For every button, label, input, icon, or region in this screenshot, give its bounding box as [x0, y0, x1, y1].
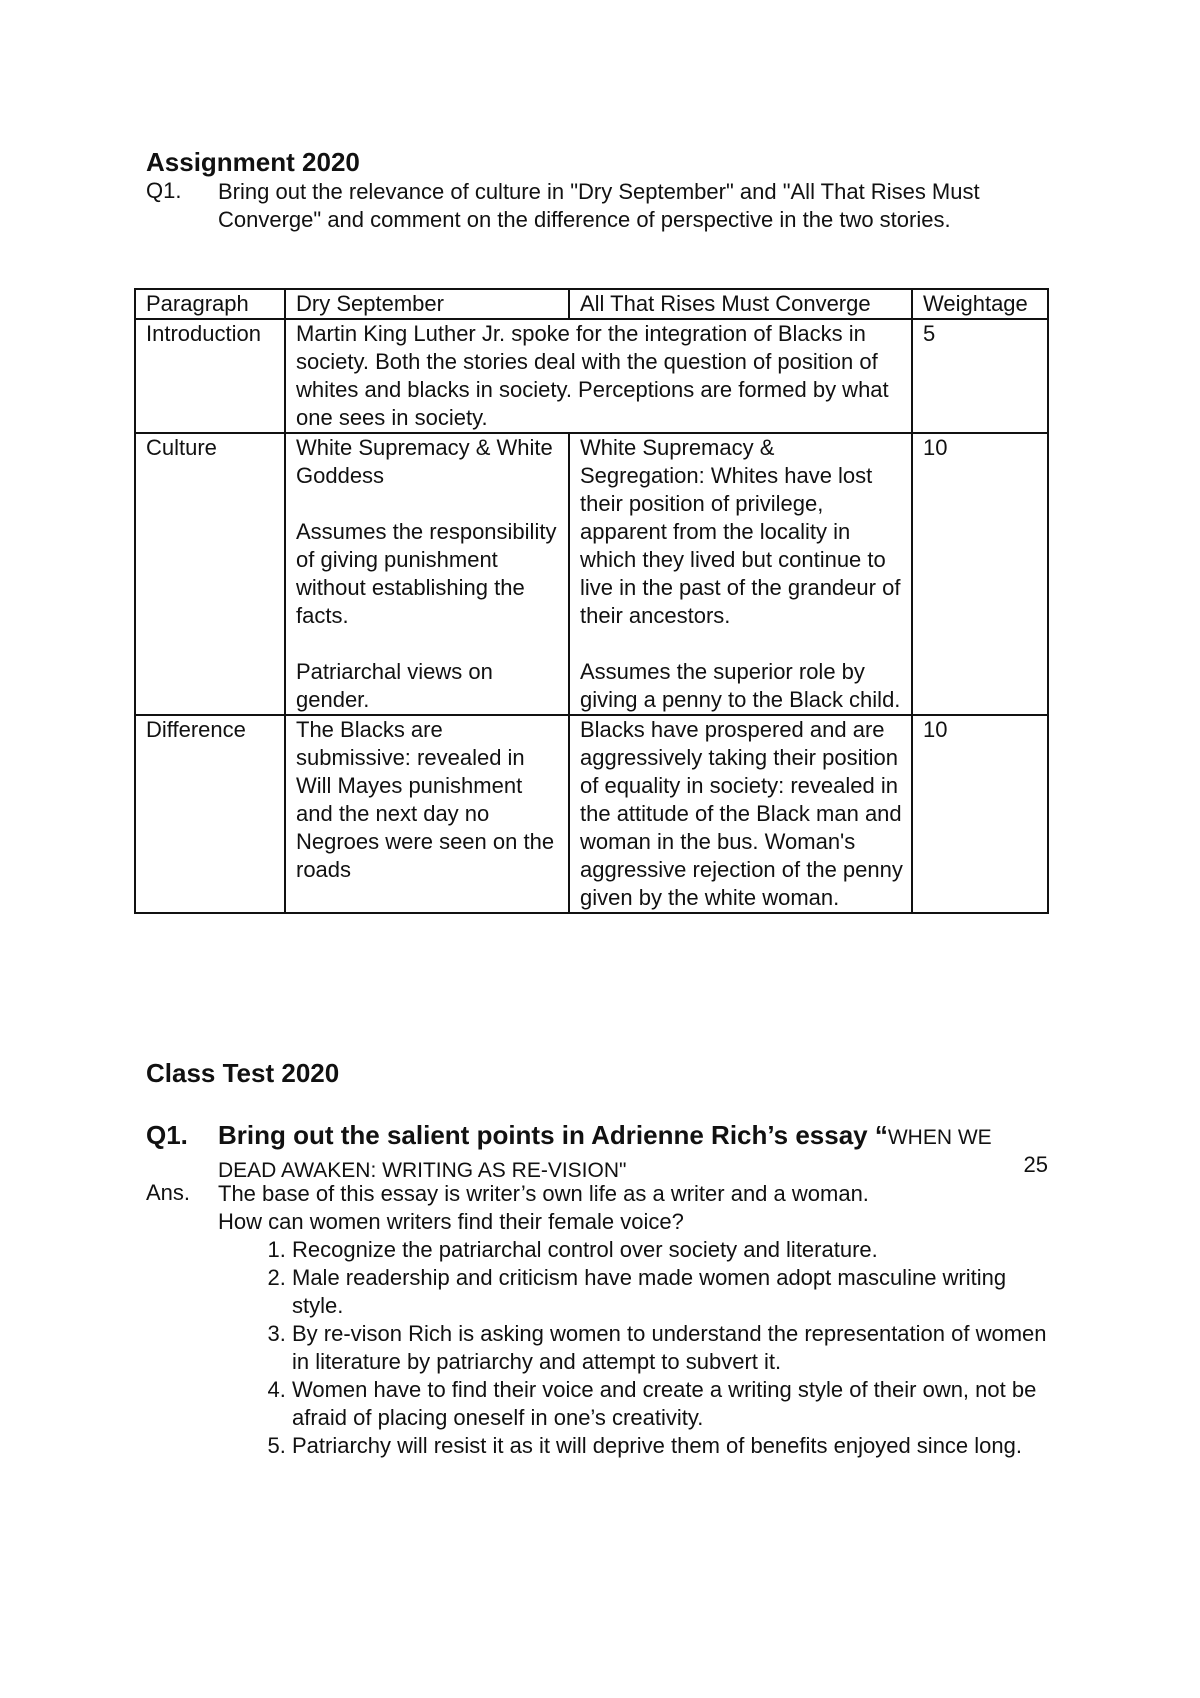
header-all-that-rises: All That Rises Must Converge: [569, 289, 912, 319]
answer-label: Ans.: [146, 1180, 191, 1205]
header-weightage: Weightage: [912, 289, 1048, 319]
assignment-table: [134, 288, 1049, 914]
culture-dry-september-cell: [285, 433, 569, 715]
header-dry-september: Dry September: [285, 289, 569, 319]
difference-weightage: 10: [912, 715, 1048, 913]
class-test-question-title: WHEN WE DEAD AWAKEN: WRITING AS RE-VISION": [218, 1126, 992, 1182]
row-label-difference: Difference: [135, 715, 285, 913]
difference-dry-september: The Blacks are submissive: revealed in Will Mayes punishment and the next day no Negroes were seen on the roads: [285, 715, 569, 913]
header-paragraph: Paragraph: [135, 289, 285, 319]
answer-line: The base of this essay is writer’s own life as a writer and a woman.: [218, 1181, 869, 1206]
list-item: 3. By re-vison Rich is asking women to understand the representation of women in literature by patriarchy and attempt to subvert it.: [292, 1320, 1048, 1376]
assignment-question-text: Bring out the relevance of culture in "Dry September" and "All That Rises Must Converge" and comment on the difference of perspective in the two stories.: [218, 179, 980, 232]
class-test-marks: 25: [1023, 1152, 1048, 1177]
answer-body: [218, 1180, 1048, 1460]
culture-weightage: 10: [912, 433, 1048, 715]
row-label-introduction: Introduction: [135, 319, 285, 433]
class-test-question-bold: Bring out the salient points in Adrienne Rich’s essay “: [218, 1120, 888, 1150]
introduction-text: Martin King Luther Jr. spoke for the integration of Blacks in society. Both the stories deal with the question of position of whites and blacks in society. Perceptions are formed by what one sees in society.: [285, 319, 912, 433]
culture-all-that-rises-cell: [569, 433, 912, 715]
culture-rises-point: White Supremacy & Segregation: Whites have lost their position of privilege, apparent from the locality in which they lived but continue to live in the past of the grandeur of their ancestors.: [580, 435, 901, 628]
list-item: 4. Women have to find their voice and create a writing style of their own, not be afraid of placing oneself in one’s creativity.: [292, 1376, 1048, 1432]
table-row: [135, 319, 1048, 433]
culture-dry-point: Assumes the responsibility of giving punishment without establishing the facts.: [296, 519, 557, 628]
culture-rises-point: Assumes the superior role by giving a penny to the Black child.: [580, 659, 901, 712]
table-row: [135, 433, 1048, 715]
class-test-question-label: Q1.: [146, 1120, 188, 1150]
culture-dry-point: Patriarchal views on gender.: [296, 659, 493, 712]
culture-dry-point: White Supremacy & White Goddess: [296, 435, 553, 488]
list-item: 1. Recognize the patriarchal control over society and literature.: [292, 1236, 1048, 1264]
class-test-title: Class Test 2020: [146, 1058, 340, 1088]
answer-points-list: [218, 1236, 1048, 1460]
class-test-question-text: [218, 1120, 1048, 1186]
answer-line: How can women writers find their female voice?: [218, 1209, 684, 1234]
list-item: 2. Male readership and criticism have made women adopt masculine writing style.: [292, 1264, 1048, 1320]
row-label-culture: Culture: [135, 433, 285, 715]
introduction-weightage: 5: [912, 319, 1048, 433]
assignment-title: Assignment 2020: [146, 147, 360, 177]
table-header-row: [135, 289, 1048, 319]
difference-all-that-rises: Blacks have prospered and are aggressively taking their position of equality in society: revealed in the attitude of the Black man and woman in the bus. Woman's aggressive rejection of the penny given by the white woman.: [569, 715, 912, 913]
assignment-question-label: Q1.: [146, 178, 182, 203]
list-item: 5. Patriarchy will resist it as it will deprive them of benefits enjoyed since long.: [292, 1432, 1048, 1460]
table-row: [135, 715, 1048, 913]
